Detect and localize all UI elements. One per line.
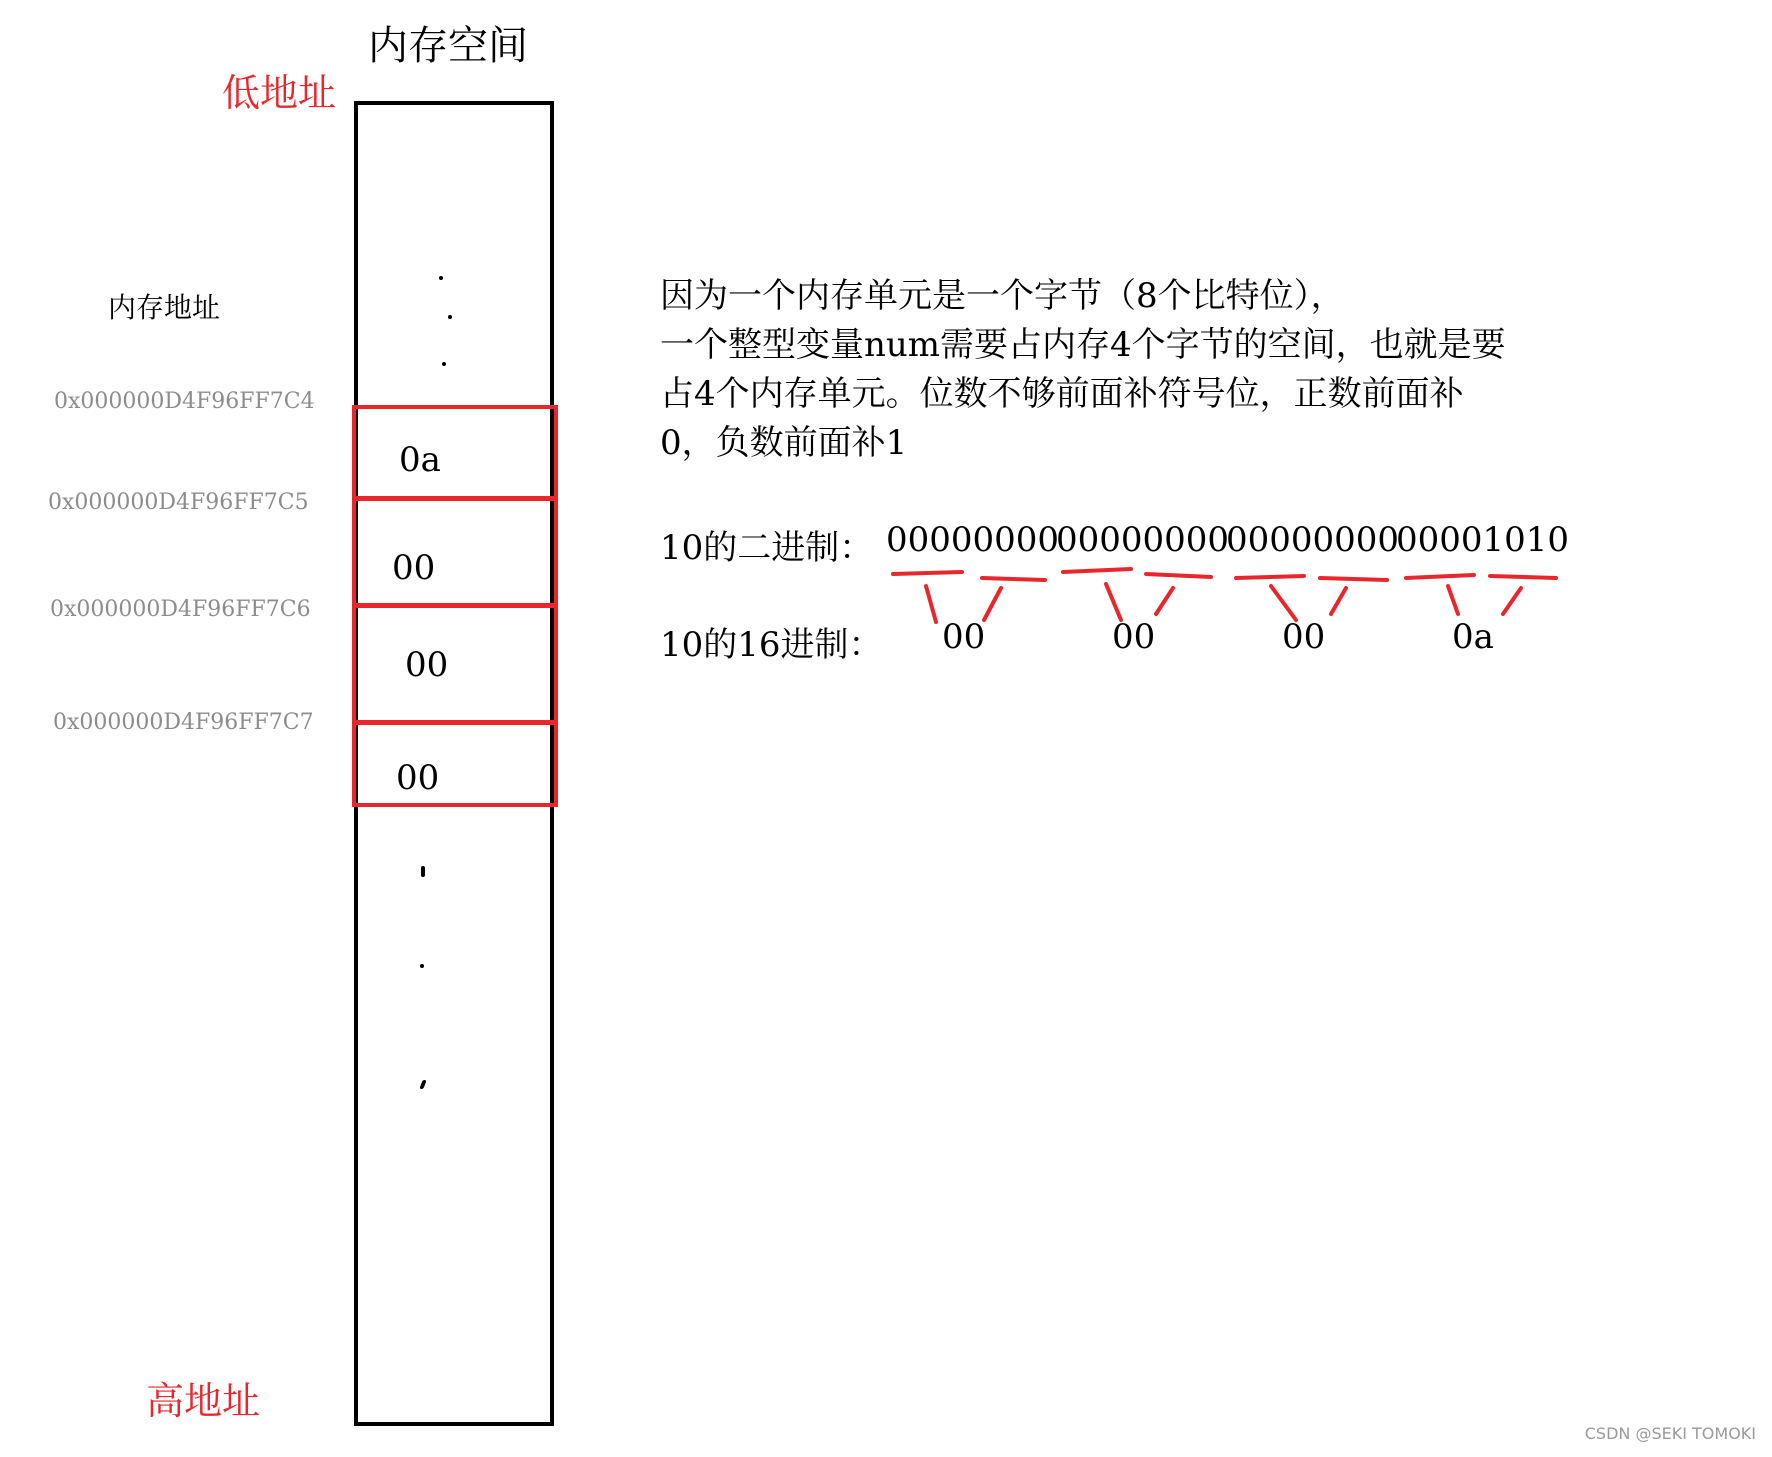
connector-mark xyxy=(1106,584,1121,620)
binary-byte: 00000000 xyxy=(1056,520,1230,560)
underline-mark xyxy=(1320,578,1387,580)
underline-mark xyxy=(893,572,962,574)
address-label: 0x000000D4F96FF7C5 xyxy=(48,490,309,515)
underline-mark xyxy=(1146,574,1211,577)
underline-mark xyxy=(982,578,1045,580)
address-label: 0x000000D4F96FF7C7 xyxy=(53,710,314,735)
description-line: 因为一个内存单元是一个字节（8个比特位）， xyxy=(660,276,1345,316)
connector-mark xyxy=(1448,586,1458,614)
memory-cell-value: 00 xyxy=(396,758,440,798)
low-address-label: 低地址 xyxy=(222,71,337,115)
binary-byte: 00001010 xyxy=(1396,520,1570,560)
underline-mark xyxy=(1406,575,1474,578)
binary-byte: 00000000 xyxy=(886,520,1060,560)
underline-mark xyxy=(1236,576,1304,578)
hex-byte: 00 xyxy=(1112,617,1156,657)
address-label: 0x000000D4F96FF7C6 xyxy=(50,597,311,622)
memory-cell-value: 0a xyxy=(399,440,441,480)
binary-label: 10的二进制： xyxy=(660,528,874,568)
memory-cell-value: 00 xyxy=(405,645,449,685)
description-line: 一个整型变量num需要占内存4个字节的空间，也就是要 xyxy=(660,325,1506,365)
description-line: 占4个内存单元。位数不够前面补符号位，正数前面补 xyxy=(660,374,1464,414)
description-line: 0，负数前面补1 xyxy=(660,423,908,463)
underline-mark xyxy=(1490,576,1556,578)
hex-byte: 00 xyxy=(1282,617,1326,657)
connector-mark xyxy=(1503,588,1521,614)
diagram-title: 内存空间 xyxy=(368,23,528,69)
hex-byte: 0a xyxy=(1452,617,1494,657)
watermark: CSDN @SEKI TOMOKI xyxy=(1584,1424,1756,1443)
connector-mark xyxy=(926,586,936,622)
underline-mark xyxy=(1063,569,1131,572)
binary-byte: 00000000 xyxy=(1226,520,1400,560)
high-address-label: 高地址 xyxy=(146,1379,261,1423)
hex-byte: 00 xyxy=(942,617,986,657)
connector-mark xyxy=(984,588,1001,620)
address-header: 内存地址 xyxy=(108,291,221,324)
connector-mark xyxy=(1271,586,1296,620)
memory-cell-value: 00 xyxy=(392,548,436,588)
address-label: 0x000000D4F96FF7C4 xyxy=(54,389,315,414)
connector-mark xyxy=(1156,588,1173,614)
connector-mark xyxy=(1331,588,1346,614)
hex-label: 10的16进制： xyxy=(660,625,883,665)
